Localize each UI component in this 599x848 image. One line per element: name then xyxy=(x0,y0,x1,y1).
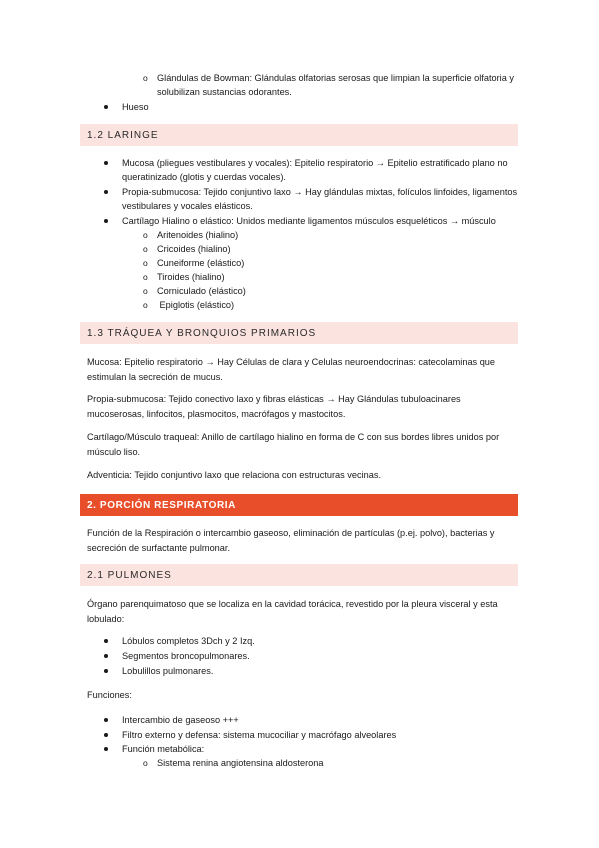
paragraph-pulmones-intro: Órgano parenquimatoso que se localiza en la cavidad torácica, revestido por la pleura visceral y esta lobulado: xyxy=(87,599,498,624)
bullet-icon xyxy=(104,649,108,663)
bullet-icon xyxy=(104,214,108,228)
bullet-icon xyxy=(104,634,108,648)
bullet-icon xyxy=(104,742,108,756)
circle-bullet-icon: o xyxy=(143,244,148,254)
list-subitem: Epiglotis (elástico) xyxy=(157,300,235,310)
bullet-icon xyxy=(104,728,108,742)
list-item-funcion: Filtro externo y defensa: sistema mucociliar y macrófago alveolares xyxy=(122,730,397,740)
circle-bullet-icon: o xyxy=(143,73,148,83)
circle-bullet-icon: o xyxy=(143,258,148,268)
section-heading-pulmones: 2.1 PULMONES xyxy=(80,564,518,586)
bullet-icon xyxy=(104,185,108,199)
paragraph-mucosa: Mucosa: Epitelio respiratorio → Hay Células de clara y Celulas neuroendocrinas: catecolaminas que estimulan la secreción de mucus. xyxy=(87,357,496,382)
section-heading-laringe: 1.2 LARINGE xyxy=(80,124,518,146)
list-item-hueso: Hueso xyxy=(122,102,149,112)
bullet-icon xyxy=(104,713,108,727)
circle-bullet-icon: o xyxy=(143,300,148,310)
list-item-funcion: Función metabólica: xyxy=(122,744,205,754)
list-item-lobulillos: Lobulillos pulmonares. xyxy=(122,666,214,676)
bullet-icon xyxy=(104,100,108,114)
paragraph-adventicia: Adventicia: Tejido conjuntivo laxo que relaciona con estructuras vecinas. xyxy=(87,470,381,480)
list-subitem: Aritenoides (hialino) xyxy=(157,230,239,240)
section-heading-respiratoria: 2. PORCIÓN RESPIRATORIA xyxy=(80,494,518,516)
list-subitem: Corniculado (elástico) xyxy=(157,286,246,296)
list-item-propia: Propia-submucosa: Tejido conjuntivo laxo → Hay glándulas mixtas, folículos linfoides, ligamentos vestibulares y vocales elásticos. xyxy=(122,187,518,211)
list-item-segmentos: Segmentos broncopulmonares. xyxy=(122,651,250,661)
circle-bullet-icon: o xyxy=(143,286,148,296)
list-item-cartilago: Cartílago Hialino o elástico: Unidos mediante ligamentos músculos esqueléticos → músculo xyxy=(122,216,496,226)
list-subitem-bowman: Glándulas de Bowman: Glándulas olfatorias serosas que limpian la superficie olfatoria y solubilizan sustancias odorantes. xyxy=(157,73,514,97)
funciones-label: Funciones: xyxy=(87,690,132,700)
list-subitem-renina: Sistema renina angiotensina aldosterona xyxy=(157,758,324,768)
paragraph-cartilago: Cartílago/Músculo traqueal: Anillo de cartílago hialino en forma de C con sus bordes libres unidos por músculo liso. xyxy=(87,432,500,457)
list-item-funcion: Intercambio de gaseoso +++ xyxy=(122,715,239,725)
circle-bullet-icon: o xyxy=(143,272,148,282)
circle-bullet-icon: o xyxy=(143,230,148,240)
paragraph-propia: Propia-submucosa: Tejido conectivo laxo y fibras elásticas → Hay Glándulas tubuloacinares mucoserosas, linfocitos, plasmocitos, macrófagos y mastocitos. xyxy=(87,394,461,419)
paragraph-respiratoria: Función de la Respiración o intercambio gaseoso, eliminación de partículas (p.ej. polvo), bacterias y secreción de surfactante pulmonar. xyxy=(87,528,495,553)
list-subitem: Tiroides (hialino) xyxy=(157,272,225,282)
bullet-icon xyxy=(104,664,108,678)
list-subitem: Cuneiforme (elástico) xyxy=(157,258,245,268)
list-item-lobulos: Lóbulos completos 3Dch y 2 Izq. xyxy=(122,636,255,646)
bullet-icon xyxy=(104,156,108,170)
circle-bullet-icon: o xyxy=(143,758,148,768)
list-item-mucosa: Mucosa (pliegues vestibulares y vocales): Epitelio respiratorio → Epitelio estratificado plano no queratinizado (glotis y cuerdas vocales). xyxy=(122,158,508,182)
section-heading-traquea: 1.3 TRÁQUEA Y BRONQUIOS PRIMARIOS xyxy=(80,322,518,344)
list-subitem: Cricoides (hialino) xyxy=(157,244,231,254)
